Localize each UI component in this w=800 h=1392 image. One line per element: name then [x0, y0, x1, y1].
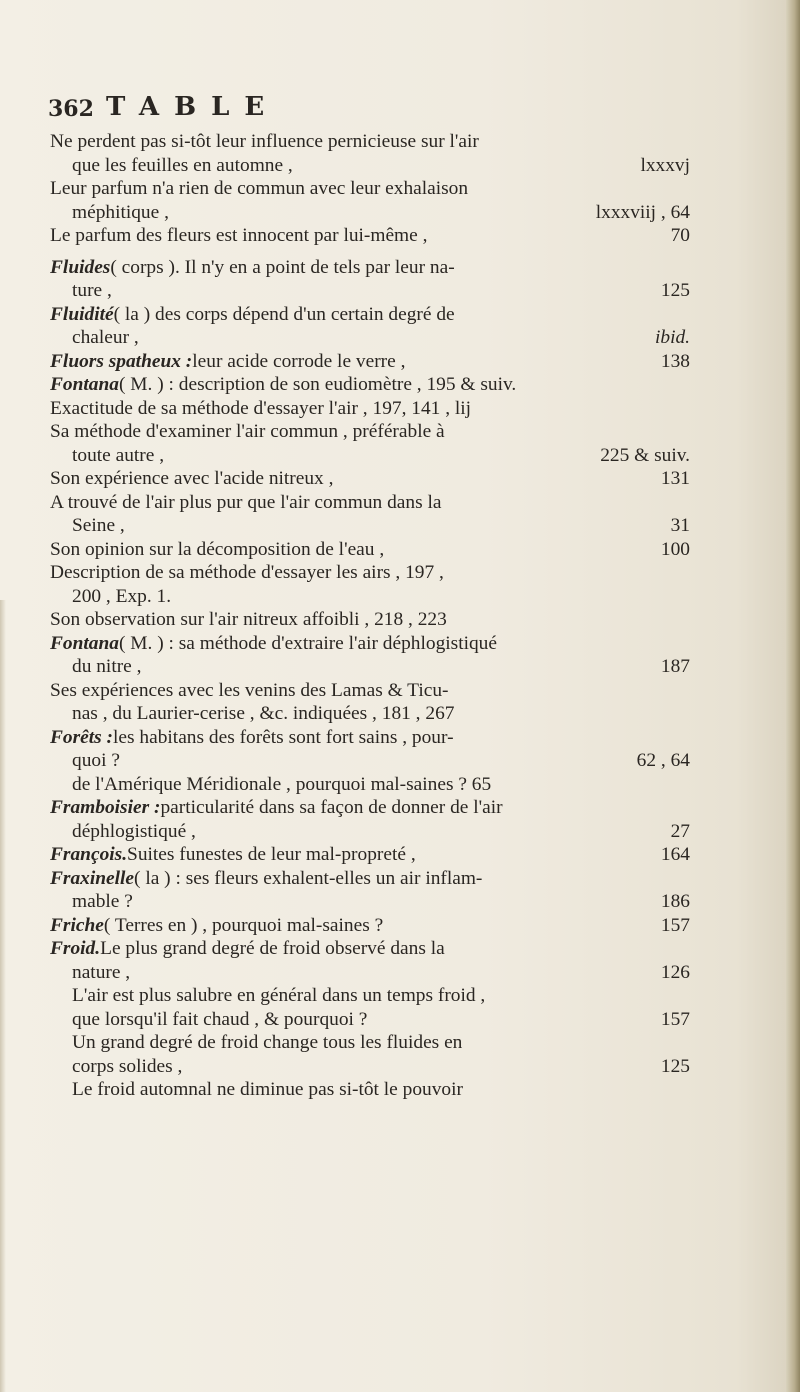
line-text: ( la ) des corps dépend d'un certain degré de	[113, 303, 455, 325]
page-reference: 125	[660, 1055, 690, 1077]
index-line	[50, 608, 690, 632]
entry-heading: Fraxinelle	[50, 867, 135, 889]
index-line	[50, 326, 690, 350]
page-reference: 100	[660, 538, 690, 560]
entry-heading: Forêts :	[50, 726, 114, 748]
line-text: Sa méthode d'examiner l'air commun , préférable à	[50, 421, 445, 442]
line-text: Son opinion sur la décomposition de l'eau ,	[50, 538, 385, 560]
line-text: Son expérience avec l'acide nitreux ,	[50, 468, 334, 489]
line-text: que lorsqu'il fait chaud , & pourquoi ?	[72, 1008, 368, 1030]
line-text: A trouvé de l'air plus pur que l'air commun dans la	[50, 491, 442, 513]
page-reference: 157	[660, 1008, 690, 1030]
line-text: leur acide corrode le verre ,	[192, 350, 406, 372]
index-line	[50, 154, 690, 178]
line-text: quoi ?	[72, 750, 120, 771]
page-reference: 164	[660, 844, 690, 865]
page-number: 362	[48, 96, 94, 122]
running-title: TABLE	[106, 92, 280, 122]
page-reference: 62 , 64	[636, 750, 690, 771]
index-text	[50, 130, 690, 1102]
index-line	[50, 984, 690, 1008]
line-text: ( M. ) : description de son eudiomètre , 195 & suiv.	[118, 374, 517, 395]
line-text: du nitre ,	[72, 656, 142, 677]
line-text: Description de sa méthode d'essayer les airs , 197 ,	[50, 562, 444, 583]
index-line	[50, 914, 690, 938]
index-line	[50, 130, 690, 154]
page-left-shadow	[0, 600, 6, 1392]
line-text: toute autre ,	[72, 444, 165, 466]
index-line	[50, 303, 690, 327]
line-text: 200 , Exp. 1.	[72, 585, 172, 607]
index-line	[50, 655, 690, 679]
page-reference: lxxxvj	[640, 154, 690, 176]
line-text: Un grand degré de froid change tous les fluides en	[72, 1032, 463, 1053]
index-line	[50, 796, 690, 820]
index-line	[50, 1078, 690, 1102]
index-line	[50, 420, 690, 444]
page-reference: 131	[660, 468, 690, 489]
entry-heading: Fontana	[50, 632, 119, 654]
page-reference: 138	[660, 350, 690, 372]
index-line	[50, 201, 690, 225]
entry-heading: Fluors spatheux :	[50, 350, 193, 372]
line-text: ture ,	[72, 280, 112, 301]
index-line	[50, 726, 690, 750]
line-text: méphitique ,	[72, 201, 169, 223]
index-line	[50, 820, 690, 844]
page-reference: 27	[670, 820, 690, 842]
line-text: les habitans des forêts sont fort sains , pour-	[113, 726, 454, 748]
page-reference: 157	[660, 914, 690, 936]
index-line	[50, 350, 690, 374]
index-line	[50, 224, 690, 248]
line-text: Le froid automnal ne diminue pas si-tôt le pouvoir	[72, 1079, 463, 1100]
line-text: nature ,	[72, 961, 131, 983]
line-text: particularité dans sa façon de donner de l'air	[160, 797, 503, 818]
line-text: L'air est plus salubre en général dans un temps froid ,	[72, 985, 486, 1006]
index-line	[50, 702, 690, 726]
index-line	[50, 491, 690, 515]
line-text: corps solides ,	[72, 1055, 183, 1077]
entry-heading: Froid.	[50, 938, 101, 959]
index-line	[50, 256, 690, 280]
line-text: mable ?	[72, 891, 133, 912]
page-reference: 225 & suiv.	[600, 444, 690, 466]
index-line	[50, 373, 690, 397]
page-reference: ibid.	[654, 327, 690, 348]
line-text: nas , du Laurier-cerise , &c. indiquées , 181 , 267	[72, 703, 455, 724]
entry-heading: Fluides	[50, 256, 111, 278]
index-line	[50, 177, 690, 201]
page-reference: 125	[660, 280, 690, 301]
line-text: Ses expériences avec les venins des Lamas & Ticu-	[50, 679, 449, 701]
line-text: Le parfum des fleurs est innocent par lui-même ,	[50, 225, 428, 246]
page-reference: 31	[670, 515, 690, 536]
line-text: ( la ) : ses fleurs exhalent-elles un air inflam-	[134, 867, 483, 889]
index-line	[50, 961, 690, 985]
line-text: ( corps ). Il n'y en a point de tels par leur na-	[110, 256, 455, 278]
line-text: ( M. ) : sa méthode d'extraire l'air déphlogistiqué	[118, 632, 497, 654]
line-text: Le plus grand degré de froid observé dans la	[100, 938, 445, 959]
index-line	[50, 467, 690, 491]
entry-heading: Fluidité	[50, 303, 114, 325]
index-line	[50, 937, 690, 961]
page-reference: 186	[660, 891, 690, 912]
entry-heading: Framboisier :	[50, 797, 161, 818]
line-text: Suites funestes de leur mal-propreté ,	[127, 844, 416, 865]
index-line	[50, 773, 690, 797]
index-line	[50, 867, 690, 891]
line-text: que les feuilles en automne ,	[72, 154, 293, 176]
index-line	[50, 749, 690, 773]
index-line	[50, 561, 690, 585]
index-line	[50, 890, 690, 914]
index-line	[50, 585, 690, 609]
entry-heading: Fontana	[50, 374, 119, 395]
entry-heading: François.	[50, 844, 128, 865]
line-text: chaleur ,	[72, 327, 139, 348]
line-text: Ne perdent pas si-tôt leur influence pernicieuse sur l'air	[50, 131, 479, 152]
index-line	[50, 1008, 690, 1032]
entry-heading: Friche	[50, 914, 104, 936]
index-line	[50, 632, 690, 656]
page-reference: lxxxviij , 64	[595, 201, 690, 223]
index-line	[50, 397, 690, 421]
page-right-edge	[786, 0, 800, 1392]
index-line	[50, 279, 690, 303]
line-text: Exactitude de sa méthode d'essayer l'air , 197, 141 , lij	[50, 397, 472, 419]
page-reference: 70	[670, 225, 690, 246]
index-line	[50, 1055, 690, 1079]
line-text: Seine ,	[72, 515, 125, 536]
index-line	[50, 1031, 690, 1055]
index-line	[50, 843, 690, 867]
page-reference: 187	[660, 656, 690, 677]
index-line	[50, 538, 690, 562]
page-reference: 126	[660, 961, 690, 983]
line-text: de l'Amérique Méridionale , pourquoi mal-saines ? 65	[72, 773, 492, 795]
line-text: déphlogistiqué ,	[72, 820, 196, 842]
line-text: ( Terres en ) , pourquoi mal-saines ?	[103, 914, 384, 936]
index-line	[50, 514, 690, 538]
index-line	[50, 679, 690, 703]
line-text: Son observation sur l'air nitreux affoibli , 218 , 223	[50, 609, 447, 630]
index-line	[50, 444, 690, 468]
line-text: Leur parfum n'a rien de commun avec leur exhalaison	[50, 178, 469, 199]
